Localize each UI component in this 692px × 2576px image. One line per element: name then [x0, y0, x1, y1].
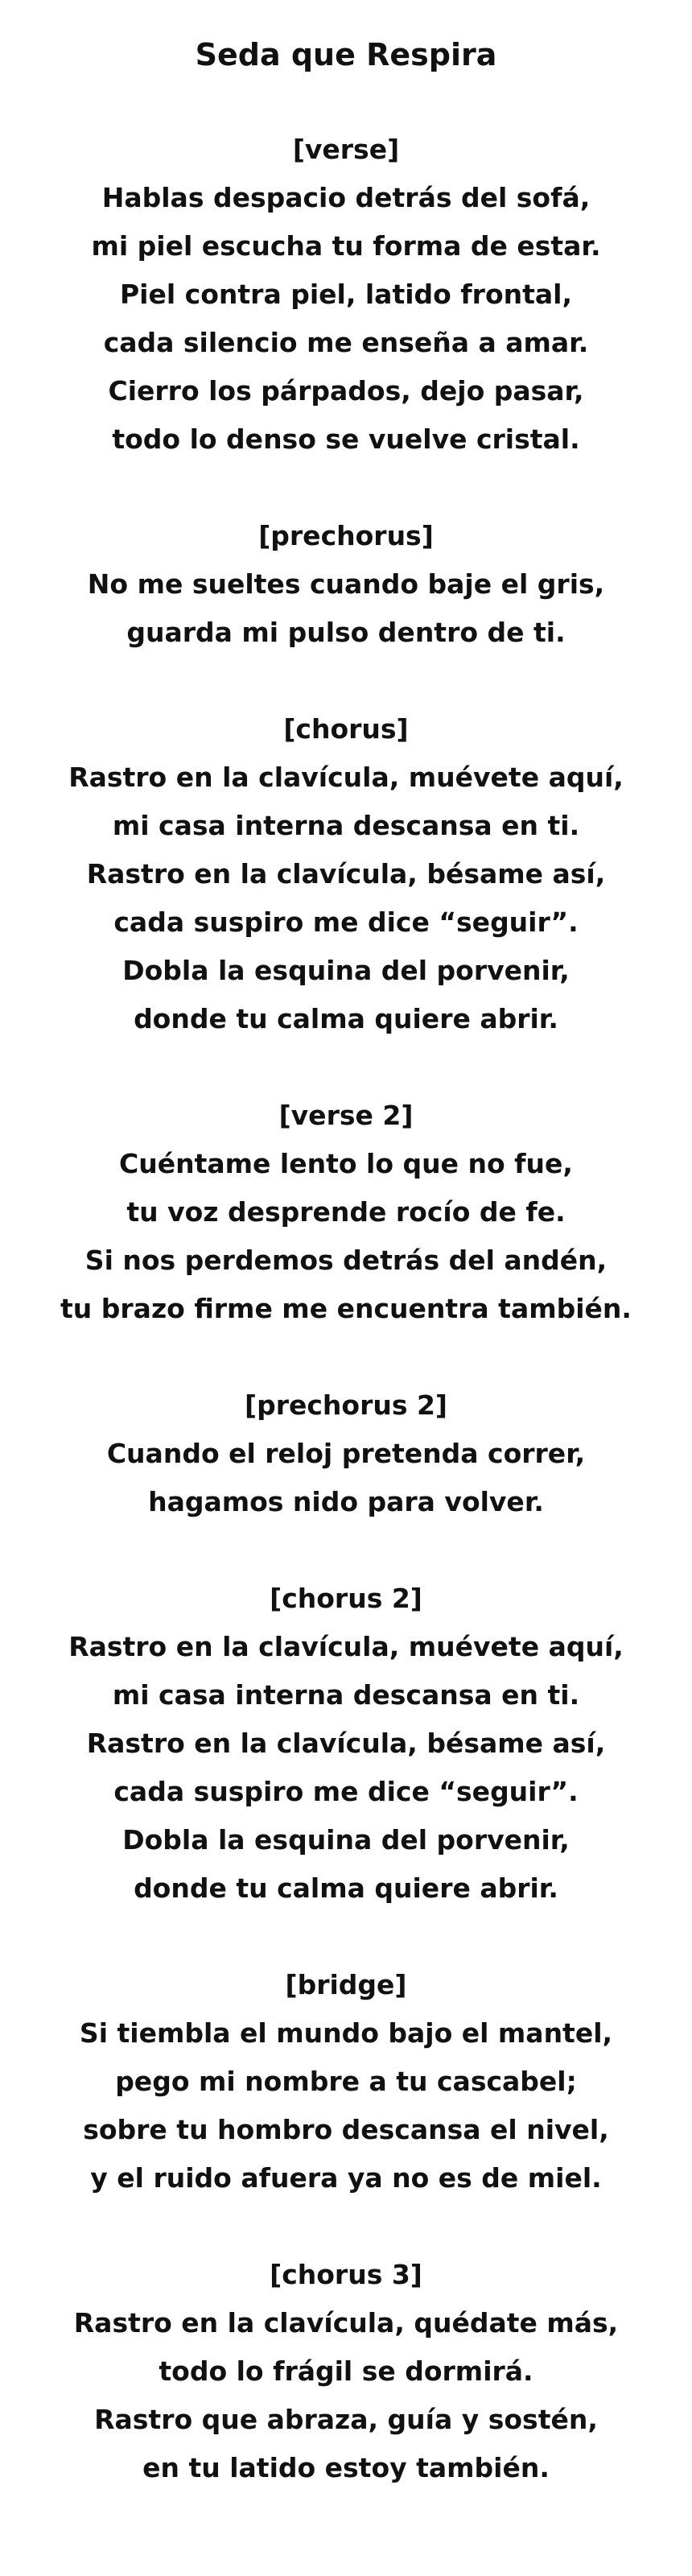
lyric-line: Hablas despacio detrás del sofá,	[101, 182, 591, 213]
section-label: [verse]	[292, 134, 400, 165]
lyrics-section	[0, 512, 692, 657]
section-label: [bridge]	[285, 1969, 407, 2000]
lyric-line: cada silencio me enseña a amar.	[103, 327, 589, 358]
lyric-line: Si nos perdemos detrás del andén,	[84, 1245, 608, 1276]
lyrics-section	[0, 2251, 692, 2492]
lyric-line: y el ruido afuera ya no es de miel.	[90, 2162, 602, 2194]
song-title: Seda que Respira	[195, 37, 497, 72]
lyric-line: sobre tu hombro descansa el nivel,	[83, 2114, 609, 2145]
lyrics-body	[0, 126, 692, 2492]
lyric-line: mi casa interna descansa en ti.	[112, 1679, 580, 1711]
lyric-line: guarda mi pulso dentro de ti.	[126, 617, 566, 648]
lyric-line: No me sueltes cuando baje el gris,	[87, 568, 605, 600]
lyric-line: Dobla la esquina del porvenir,	[122, 955, 570, 986]
lyric-line: donde tu calma quiere abrir.	[134, 1003, 558, 1034]
section-label: [chorus]	[283, 713, 409, 745]
lyric-line: Dobla la esquina del porvenir,	[122, 1824, 570, 1856]
lyric-line: Cierro los párpados, dejo pasar,	[108, 375, 584, 407]
section-label: [prechorus]	[258, 520, 434, 551]
lyric-line: mi piel escucha tu forma de estar.	[91, 230, 601, 262]
lyric-line: cada suspiro me dice “seguir”.	[113, 906, 579, 938]
lyrics-section	[0, 1381, 692, 1526]
section-label: [chorus 2]	[270, 1583, 422, 1614]
lyric-line: Rastro en la clavícula, quédate más,	[73, 2307, 619, 2339]
lyric-line: todo lo denso se vuelve cristal.	[112, 423, 580, 455]
lyric-line: Rastro en la clavícula, bésame así,	[86, 1728, 606, 1759]
lyric-line: Piel contra piel, latido frontal,	[120, 279, 572, 310]
lyric-line: cada suspiro me dice “seguir”.	[113, 1776, 579, 1807]
lyric-line: pego mi nombre a tu cascabel;	[115, 2066, 577, 2097]
section-label: [chorus 3]	[270, 2259, 422, 2290]
lyrics-section	[0, 126, 692, 464]
section-label: [verse 2]	[278, 1100, 414, 1131]
lyric-line: Rastro en la clavícula, muévete aquí,	[68, 762, 624, 793]
lyric-line: donde tu calma quiere abrir.	[134, 1872, 558, 1904]
lyric-line: en tu latido estoy también.	[142, 2452, 550, 2483]
lyric-line: todo lo frágil se dormirá.	[159, 2355, 533, 2387]
lyric-line: Rastro en la clavícula, muévete aquí,	[68, 1631, 624, 1662]
lyric-line: Si tiembla el mundo bajo el mantel,	[79, 2017, 613, 2049]
lyric-line: Rastro que abraza, guía y sostén,	[94, 2404, 598, 2435]
lyric-line: tu brazo firme me encuentra también.	[60, 1293, 632, 1324]
section-label: [prechorus 2]	[244, 1389, 448, 1421]
lyric-line: mi casa interna descansa en ti.	[112, 810, 580, 841]
lyrics-section	[0, 1092, 692, 1333]
lyrics-section	[0, 705, 692, 1043]
lyric-line: Cuéntame lento lo que no fue,	[119, 1148, 573, 1179]
lyric-line: Rastro en la clavícula, bésame así,	[86, 858, 606, 890]
lyrics-section	[0, 1961, 692, 2202]
lyric-line: tu voz desprende rocío de fe.	[126, 1196, 566, 1228]
lyric-line: Cuando el reloj pretenda correr,	[106, 1438, 586, 1469]
lyrics-section	[0, 1575, 692, 1913]
lyric-line: hagamos nido para volver.	[148, 1486, 544, 1517]
